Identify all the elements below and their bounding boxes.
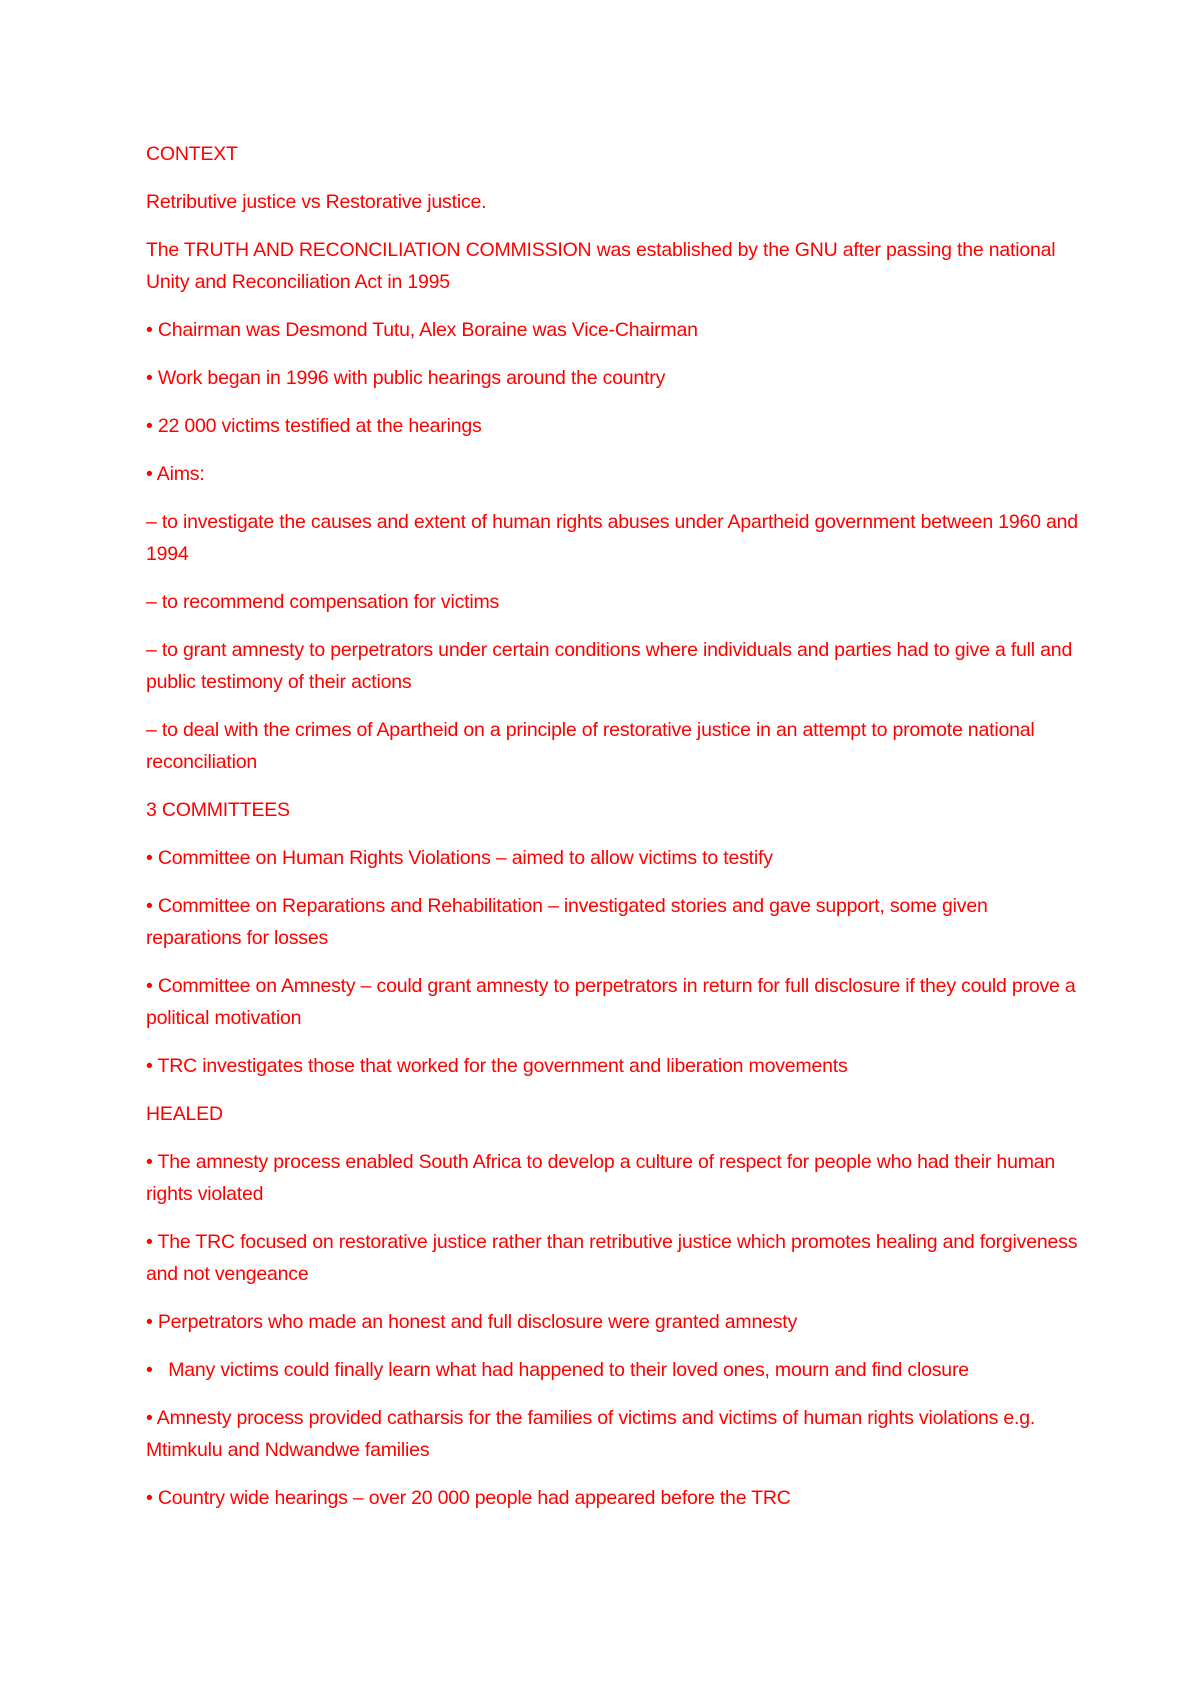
bullet-icon: •	[146, 463, 153, 485]
bullet-item	[146, 1146, 1086, 1210]
bullet-text: Many victims could finally learn what had happened to their loved ones, mourn and find closure	[168, 1359, 969, 1381]
bullet-text: 22 000 victims testified at the hearings	[157, 415, 482, 437]
section-heading-text: 3 COMMITTEES	[146, 799, 290, 821]
bullet-icon: •	[146, 847, 153, 869]
bullet-item	[146, 1482, 1086, 1514]
aim-text: to deal with the crimes of Apartheid on a principle of restorative justice in an attempt to promote national reconciliation	[146, 719, 1035, 773]
bullet-icon: •	[146, 975, 153, 997]
aim-item	[146, 634, 1086, 698]
bullet-icon: •	[146, 415, 153, 437]
section-heading-text: HEALED	[146, 1103, 223, 1125]
aim-text: to grant amnesty to perpetrators under certain conditions where individuals and parties had to give a full and public testimony of their actions	[146, 639, 1073, 693]
bullet-text: Aims:	[156, 463, 205, 485]
dash-marker-icon: –	[146, 719, 157, 741]
section-heading	[146, 794, 1086, 826]
aim-text: to recommend compensation for victims	[161, 591, 500, 613]
bullet-text: Country wide hearings – over 20 000 people had appeared before the TRC	[157, 1487, 791, 1509]
bullet-icon: •	[146, 1231, 153, 1253]
dash-marker-icon: –	[146, 639, 157, 661]
bullet-text: Amnesty process provided catharsis for the families of victims and victims of human rights violations e.g. Mtimkulu and Ndwandwe families	[146, 1407, 1036, 1461]
bullet-item	[146, 314, 1086, 346]
document-body	[146, 138, 1086, 1530]
bullet-item	[146, 890, 1086, 954]
bullet-icon: •	[146, 1151, 153, 1173]
bullet-item	[146, 410, 1086, 442]
bullet-item	[146, 970, 1086, 1034]
bullet-text: Chairman was Desmond Tutu, Alex Boraine was Vice-Chairman	[157, 319, 698, 341]
bullet-item	[146, 458, 1086, 490]
bullet-icon: •	[146, 367, 153, 389]
bullet-text: Committee on Human Rights Violations – aimed to allow victims to testify	[157, 847, 773, 869]
bullet-text: Committee on Reparations and Rehabilitation – investigated stories and gave support, some given reparations for losses	[146, 895, 988, 949]
body-paragraph	[146, 186, 1086, 218]
body-paragraph	[146, 234, 1086, 298]
aim-item	[146, 506, 1086, 570]
bullet-item	[146, 362, 1086, 394]
aim-item	[146, 586, 1086, 618]
dash-marker-icon: –	[146, 511, 157, 533]
bullet-icon: •	[146, 1311, 153, 1333]
section-heading	[146, 1098, 1086, 1130]
bullet-text: Perpetrators who made an honest and full disclosure were granted amnesty	[157, 1311, 798, 1333]
bullet-text: Committee on Amnesty – could grant amnesty to perpetrators in return for full disclosure if they could prove a political motivation	[146, 975, 1076, 1029]
paragraph-text: The TRUTH AND RECONCILIATION COMMISSION was established by the GNU after passing the national Unity and Reconciliation Act in 1995	[146, 239, 1056, 293]
bullet-item	[146, 842, 1086, 874]
bullet-text: The TRC focused on restorative justice rather than retributive justice which promotes healing and forgiveness and not vengeance	[146, 1231, 1078, 1285]
bullet-icon: •	[146, 1487, 153, 1509]
bullet-text: The amnesty process enabled South Africa to develop a culture of respect for people who had their human rights violated	[146, 1151, 1056, 1205]
bullet-icon: •	[146, 895, 153, 917]
aim-text: to investigate the causes and extent of human rights abuses under Apartheid government between 1960 and 1994	[146, 511, 1078, 565]
bullet-item	[146, 1226, 1086, 1290]
bullet-text: Work began in 1996 with public hearings around the country	[157, 367, 666, 389]
section-heading	[146, 138, 1086, 170]
bullet-item	[146, 1306, 1086, 1338]
paragraph-text: Retributive justice vs Restorative justice.	[146, 191, 487, 213]
dash-marker-icon: –	[146, 591, 157, 613]
bullet-item	[146, 1402, 1086, 1466]
bullet-item	[146, 1354, 1086, 1386]
bullet-icon: •	[146, 1359, 153, 1381]
bullet-icon: •	[146, 1055, 153, 1077]
bullet-icon: •	[146, 1407, 153, 1429]
bullet-item	[146, 1050, 1086, 1082]
section-heading-text: CONTEXT	[146, 143, 238, 165]
bullet-text: TRC investigates those that worked for the government and liberation movements	[157, 1055, 848, 1077]
bullet-icon: •	[146, 319, 153, 341]
aim-item	[146, 714, 1086, 778]
